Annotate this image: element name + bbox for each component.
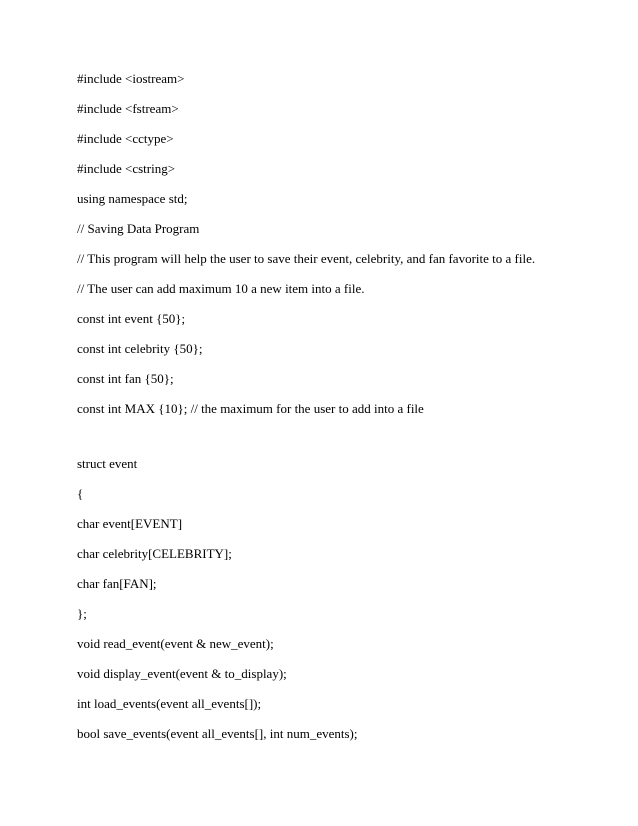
code-line-save-events: bool save_events(event all_events[], int num_events); [77,726,358,741]
code-line-char-celebrity: char celebrity[CELEBRITY]; [77,546,232,561]
code-line-load-events: int load_events(event all_events[]); [77,696,262,711]
code-comment-description: // This program will help the user to save their event, celebrity, and fan favorite to a file. [77,251,536,266]
code-line-include-iostream: #include <iostream> [77,71,185,86]
code-line-close-brace: }; [77,606,87,621]
code-line-char-fan: char fan[FAN]; [77,576,157,591]
code-line-const-max: const int MAX {10}; // the maximum for the user to add into a file [77,401,424,416]
code-line-open-brace: { [77,486,84,501]
code-comment-title: // Saving Data Program [77,221,200,236]
code-line-include-cstring: #include <cstring> [77,161,176,176]
code-line-include-fstream: #include <fstream> [77,101,179,116]
code-line-read-event: void read_event(event & new_event); [77,636,274,651]
code-line-using-namespace: using namespace std; [77,191,188,206]
code-line-const-event: const int event {50}; [77,311,186,326]
code-line-include-cctype: #include <cctype> [77,131,174,146]
code-comment-max-items: // The user can add maximum 10 a new item into a file. [77,281,365,296]
code-line-char-event: char event[EVENT] [77,516,183,531]
code-line-struct-event: struct event [77,456,138,471]
code-line-const-celebrity: const int celebrity {50}; [77,341,203,356]
code-line-display-event: void display_event(event & to_display); [77,666,287,681]
code-line-const-fan: const int fan {50}; [77,371,174,386]
